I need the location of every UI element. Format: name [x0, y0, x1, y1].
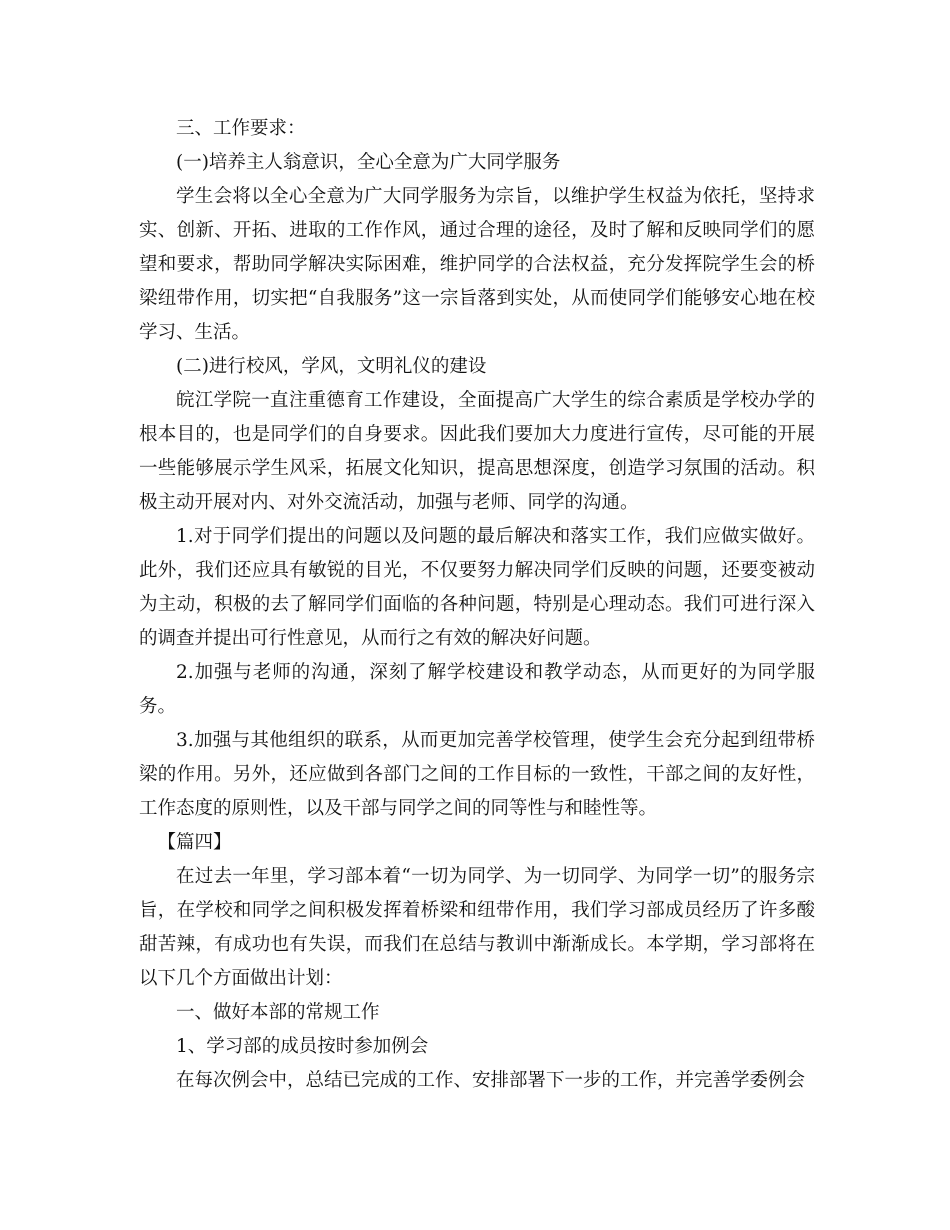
- heading-routine-work: 一、做好本部的常规工作: [176, 1002, 380, 1023]
- paragraph-numbered-2: 2.加强与老师的沟通，深刻了解学校建设和教学动态，从而更好的为同学服务。: [139, 662, 815, 717]
- paragraph-numbered-3: 3.加强与其他组织的联系，从而更加完善学校管理，使学生会充分起到纽带桥梁的作用。另外，还应做到各部门之间的工作目标的一致性，干部之间的友好性，工作态度的原则性，以及干部与同学之间的同等性与和睦性等。: [139, 730, 815, 819]
- subheading-ownership: (一)培养主人翁意识，全心全意为广大同学服务: [176, 152, 561, 173]
- heading-meetings: 1、学习部的成员按时参加例会: [176, 1036, 429, 1057]
- paragraph: 在每次例会中，总结已完成的工作、安排部署下一步的工作，并完善学委例会: [176, 1070, 806, 1091]
- paragraph: 在过去一年里，学习部本着“一切为同学、为一切同学、为同学一切”的服务宗旨，在学校和同学之间积极发挥着桥梁和纽带作用，我们学习部成员经历了许多酸甜苦辣，有成功也有失误，而我们在总结与教训中渐渐成长。本学期，学习部将在以下几个方面做出计划：: [139, 866, 815, 989]
- paragraph-numbered-1: 1.对于同学们提出的问题以及问题的最后解决和落实工作，我们应做实做好。此外，我们还应具有敏锐的目光，不仅要努力解决同学们反映的问题，还要变被动为主动，积极的去了解同学们面临的各种问题，特别是心理动态。我们可进行深入的调查并提出可行性意见，从而行之有效的解决好问题。: [139, 526, 815, 649]
- paragraph: 学生会将以全心全意为广大同学服务为宗旨，以维护学生权益为依托，坚持求实、创新、开拓、进取的工作作风，通过合理的途径，及时了解和反映同学们的愿望和要求，帮助同学解决实际困难，维护同学的合法权益，充分发挥院学生会的桥梁纽带作用，切实把“自我服务”这一宗旨落到实处，从而使同学们能够安心地在校学习、生活。: [139, 186, 815, 343]
- subheading-school-culture: (二)进行校风，学风，文明礼仪的建设: [176, 356, 487, 377]
- document-page: [139, 112, 815, 1098]
- paragraph: 皖江学院一直注重德育工作建设，全面提高广大学生的综合素质是学校办学的根本目的，也是同学们的自身要求。因此我们要加大力度进行宣传，尽可能的开展一些能够展示学生风采，拓展文化知识，提高思想深度，创造学习氛围的活动。积极主动开展对内、对外交流活动，加强与老师、同学的沟通。: [139, 390, 815, 513]
- section-heading-work-requirements: 三、工作要求：: [176, 118, 306, 139]
- section-title-part-four: 【篇四】: [157, 832, 232, 853]
